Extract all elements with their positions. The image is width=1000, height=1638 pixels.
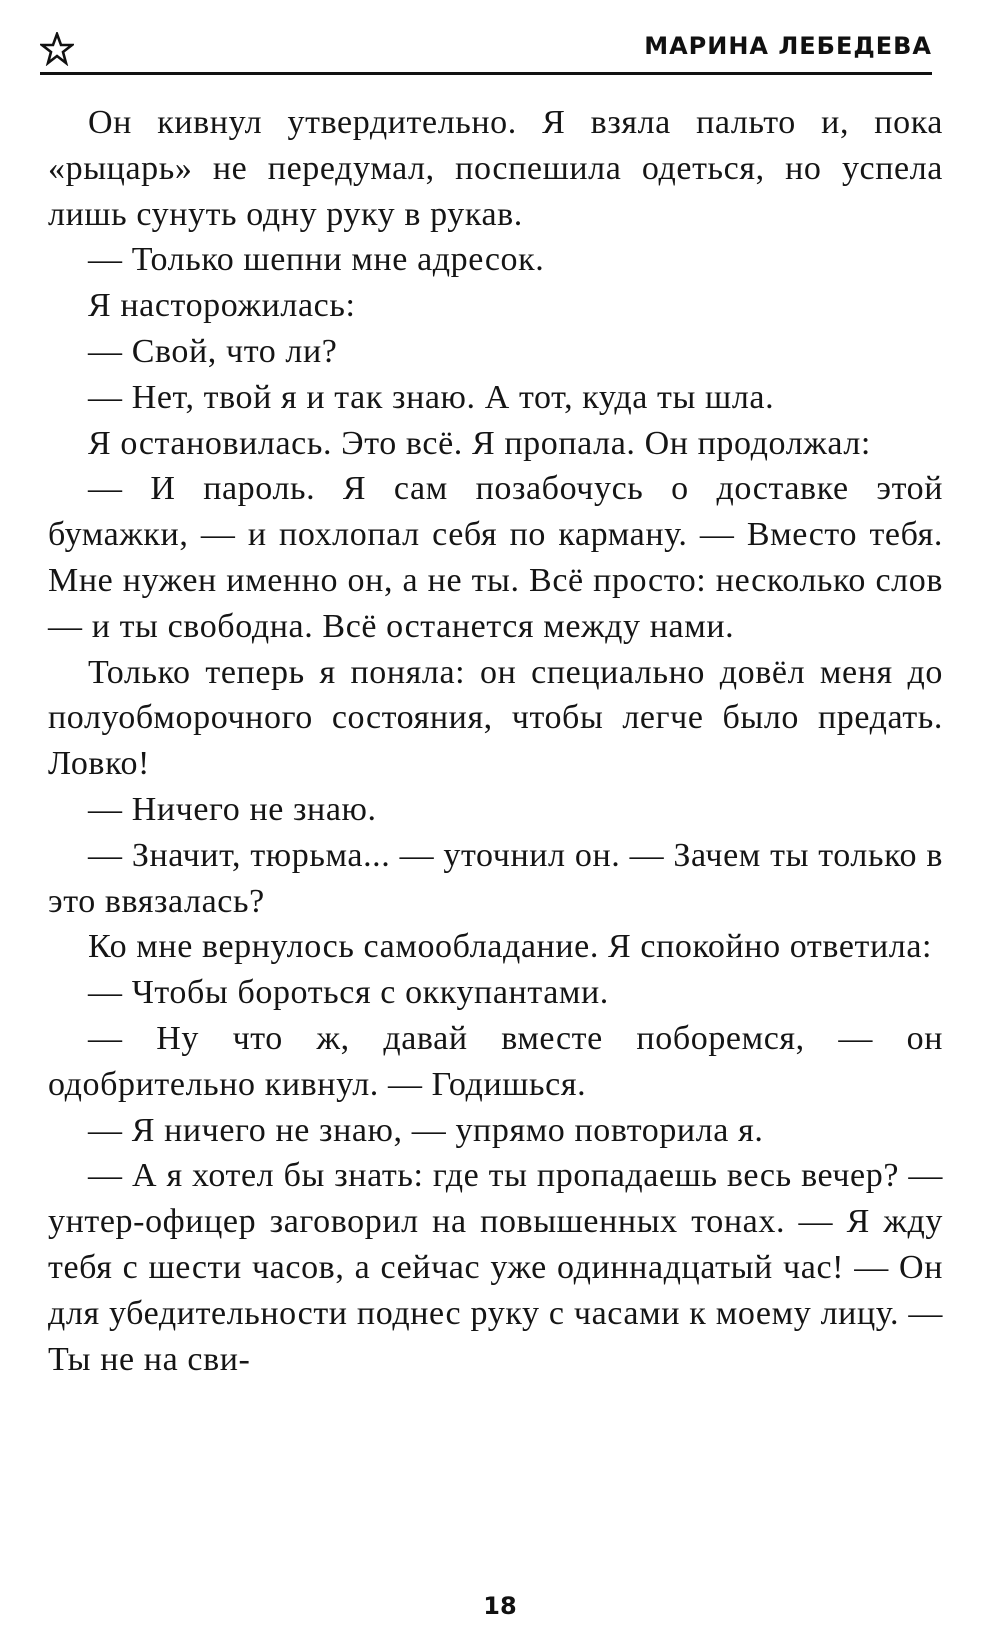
body-text xyxy=(48,100,943,1382)
paragraph: — Свой, что ли? xyxy=(88,332,338,370)
paragraph: Я остановилась. Это всё. Я пропала. Он продолжал: xyxy=(88,424,871,462)
paragraph: — Нет, твой я и так знаю. А тот, куда ты шла. xyxy=(88,378,775,416)
paragraph: — Только шепни мне адресок. xyxy=(88,241,545,279)
page-number: 18 xyxy=(483,1592,517,1620)
paragraph: — Ну что ж, давай вместе поборемся, — он одобрительно кивнул. — Годишься. xyxy=(48,1019,943,1103)
page-header xyxy=(40,28,932,72)
paragraph: Я насторожилась: xyxy=(88,287,356,325)
paragraph: — И пароль. Я сам позабочусь о доставке этой бумажки, — и похлопал себя по карману. — Вместо тебя. Мне нужен именно он, а не ты. Всё просто: несколько слов — и ты свободна. Всё останется между нами. xyxy=(48,470,943,645)
star-outline-icon xyxy=(40,32,74,66)
paragraph: — Чтобы бороться с оккупантами. xyxy=(88,974,609,1012)
paragraph: Ко мне вернулось самообладание. Я спокойно ответила: xyxy=(88,928,933,966)
running-head-author: МАРИНА ЛЕБЕДЕВА xyxy=(644,32,932,60)
paragraph: Он кивнул утвердительно. Я взяла пальто и, пока «рыцарь» не передумал, поспешила одеться, но успела лишь сунуть одну руку в рукав. xyxy=(48,104,943,233)
paragraph: — Ничего не знаю. xyxy=(88,790,377,828)
header-rule xyxy=(40,72,932,75)
paragraph: — Я ничего не знаю, — упрямо повторила я. xyxy=(88,1111,764,1149)
paragraph: — А я хотел бы знать: где ты пропадаешь весь вечер? — унтер-офицер заговорил на повышенных тонах. — Я жду тебя с шести часов, а сейчас уже одиннадцатый час! — Он для убедительности поднес руку с часами к моему лицу. — Ты не на сви- xyxy=(48,1157,943,1378)
paragraph: Только теперь я поняла: он специально довёл меня до полуобморочного состояния, чтобы легче было предать. Ловко! xyxy=(48,653,943,783)
paragraph: — Значит, тюрьма... — уточнил он. — Зачем ты только в это ввязалась? xyxy=(48,836,943,920)
